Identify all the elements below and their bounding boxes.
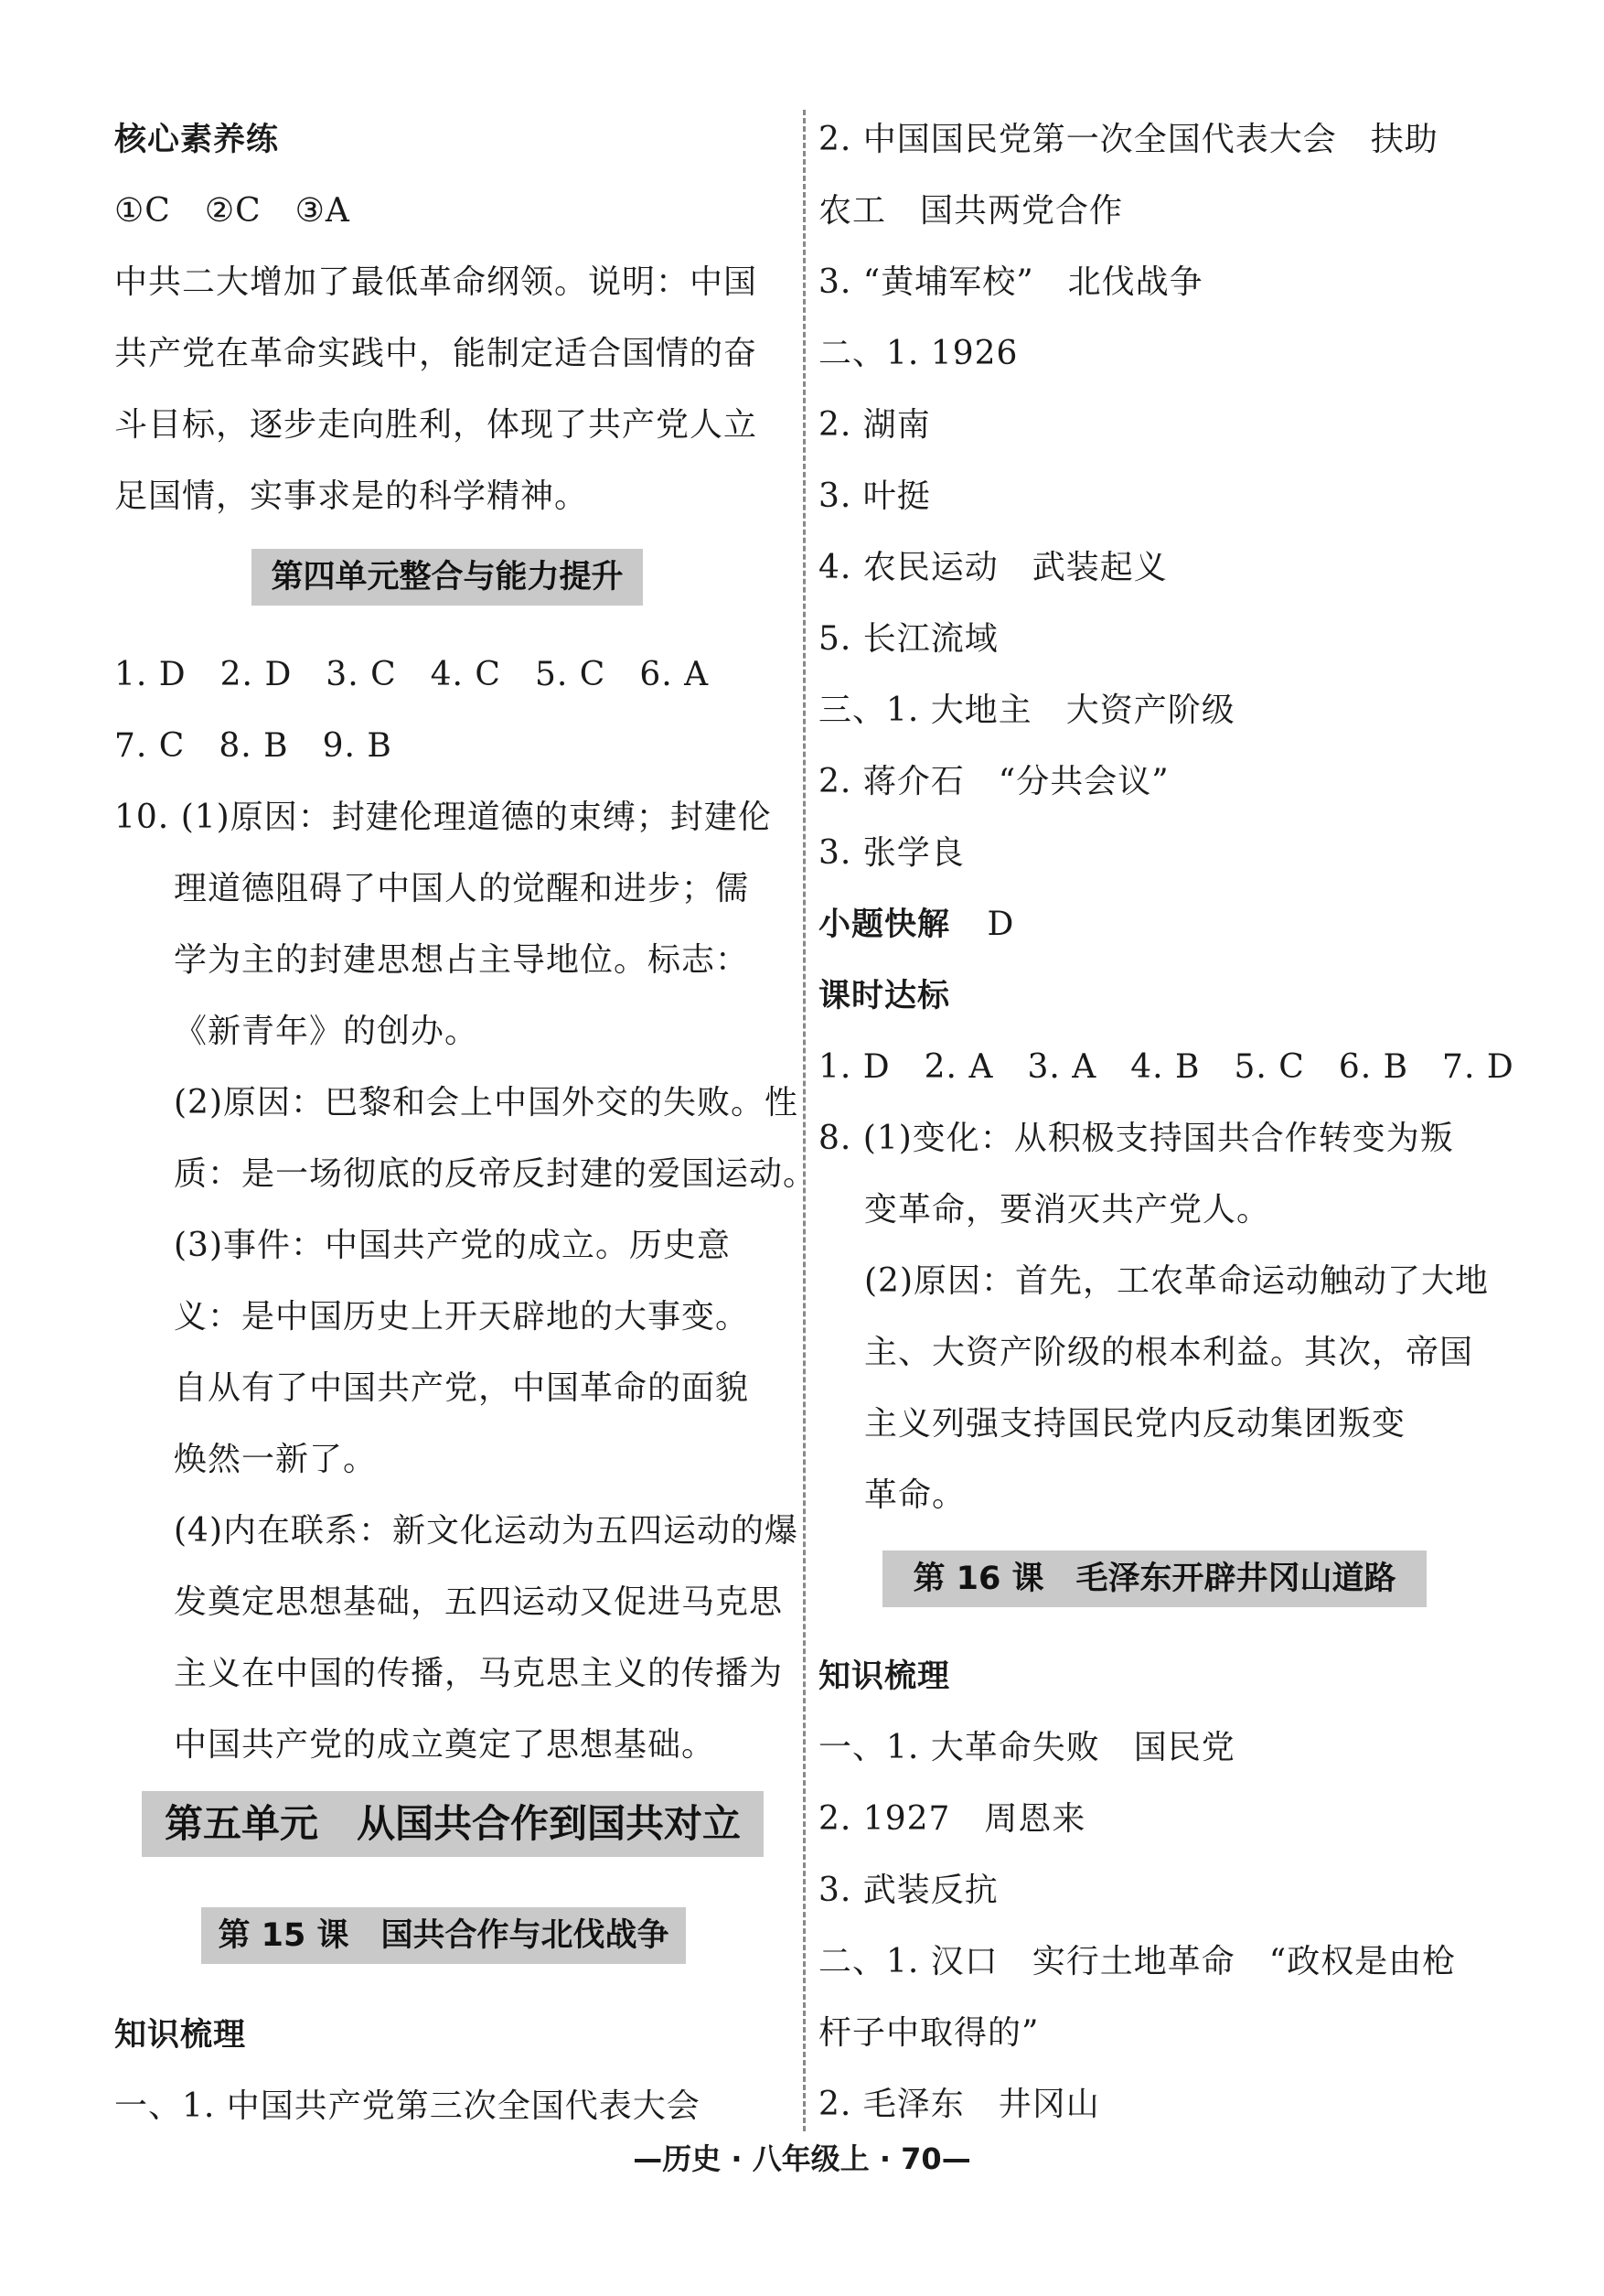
paragraph-line: 共产党在革命实践中，能制定适合国情的奋 [114,335,758,372]
core-practice-heading: 核心素养练 [114,122,280,158]
answer-line: 5. 长江流域 [818,620,999,658]
answer-line: 3. “黄埔军校” 北伐战争 [818,263,1203,301]
answer-line: 4. 农民运动 武装起义 [818,549,1168,586]
answer-line: 2. 蒋介石 “分共会议” [818,763,1170,800]
knowledge-line: 3. 武装反抗 [818,1872,999,1909]
answer-line: 3. 叶挺 [818,477,931,515]
q10-line: 发奠定思想基础，五四运动又促进马克思 [174,1583,784,1621]
q10-line: 中国共产党的成立奠定了思想基础。 [174,1726,716,1764]
unit4-banner: 第四单元整合与能力提升 [251,549,643,606]
answer-line: 农工 国共两党合作 [818,192,1124,230]
knowledge-line: 一、1. 大革命失败 国民党 [818,1729,1235,1766]
knowledge-line: 二、1. 汉口 实行土地革命 “政权是由枪 [818,1943,1457,1980]
q8-line: (2)原因：首先，工农革命运动触动了大地 [864,1262,1489,1300]
answer-line: 二、1. 1926 [818,335,1019,372]
q10-line: 《新青年》的创办。 [174,1013,479,1050]
unit5-banner: 第五单元 从国共合作到国共对立 [142,1791,764,1857]
q10-line: (3)事件：中国共产党的成立。历史意 [174,1227,731,1264]
q10-line: 自从有了中国共产党，中国革命的面貌 [174,1369,750,1407]
q8-line: 变革命，要消灭共产党人。 [864,1191,1271,1228]
q10-line: 10. (1)原因：封建伦理道德的束缚；封建伦 [114,799,772,836]
knowledge-line: 2. 1927 周恩来 [818,1800,1086,1838]
answer-row: 7. C 8. B 9. B [114,727,392,765]
knowledge-heading: 知识梳理 [818,1658,951,1695]
q10-line: 义：是中国历史上开天辟地的大事变。 [174,1298,750,1336]
column-divider [803,110,806,2131]
answer-line: 2. 湖南 [818,406,931,444]
answer-line: 三、1. 大地主 大资产阶级 [818,692,1235,729]
answer-row: 1. D 2. D 3. C 4. C 5. C 6. A [114,656,710,693]
q10-line: 主义在中国的传播，马克思主义的传播为 [174,1655,784,1692]
knowledge-heading: 知识梳理 [114,2017,247,2054]
answer-line: 3. 张学良 [818,834,965,872]
class-target-heading: 课时达标 [818,978,951,1014]
quick-solve-label: 小题快解 [818,907,951,943]
knowledge-line: 杆子中取得的” [818,2014,1040,2052]
q8-line: 主义列强支持国民党内反动集团叛变 [864,1405,1406,1443]
paragraph-line: 斗目标，逐步走向胜利，体现了共产党人立 [114,406,758,444]
answer-line: 2. 中国国民党第一次全国代表大会 扶助 [818,121,1438,158]
class-answers: 1. D 2. A 3. A 4. B 5. C 6. B 7. D [818,1048,1514,1086]
knowledge-line: 2. 毛泽东 井冈山 [818,2086,1100,2123]
q10-line: (2)原因：巴黎和会上中国外交的失败。性 [174,1084,798,1121]
lesson16-banner: 第 16 课 毛泽东开辟井冈山道路 [882,1550,1427,1607]
q10-line: 质：是一场彻底的反帝反封建的爱国运动。 [174,1155,818,1193]
lesson15-banner: 第 15 课 国共合作与北伐战争 [201,1907,686,1964]
quick-solve [818,902,1495,948]
knowledge-line: 一、1. 中国共产党第三次全国代表大会 [114,2087,700,2125]
q8-line: 8. (1)变化：从积极支持国共合作转变为叛 [818,1120,1454,1157]
q10-line: (4)内在联系：新文化运动为五四运动的爆 [174,1512,798,1550]
page-footer: —历史 · 八年级上 · 70— [633,2141,971,2176]
paragraph-line: 中共二大增加了最低革命纲领。说明：中国 [114,263,758,301]
q10-line: 焕然一新了。 [174,1441,378,1478]
q8-line: 革命。 [864,1476,967,1514]
quick-solve-answer: D [987,906,1015,943]
q8-line: 主、大资产阶级的根本利益。其次，帝国 [864,1334,1474,1371]
paragraph-line: 足国情，实事求是的科学精神。 [114,477,589,515]
q10-line: 学为主的封建思想占主导地位。标志： [174,941,750,979]
core-answers: ①C ②C ③A [114,192,350,230]
q10-line: 理道德阻碍了中国人的觉醒和进步；儒 [174,870,750,907]
